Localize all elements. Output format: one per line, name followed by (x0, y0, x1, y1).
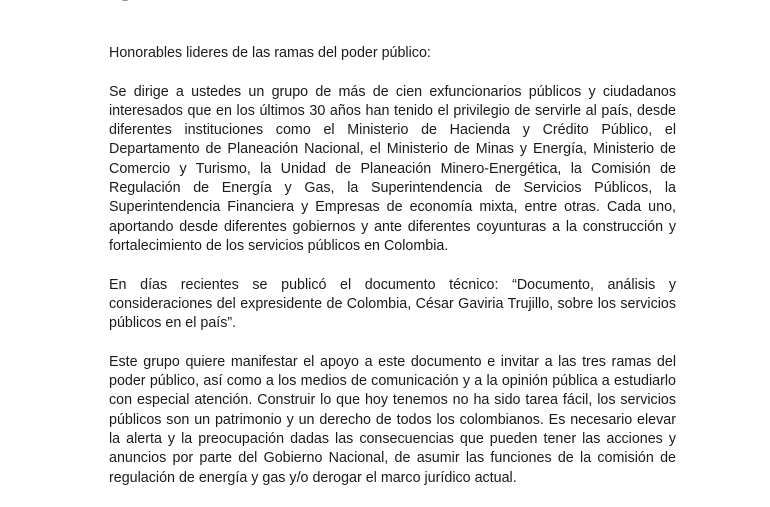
letter-body (109, 44, 676, 507)
paragraph-support: Este grupo quiere manifestar el apoyo a este documento e invitar a las tres ramas del poder público, así como a los medios de comunicación y a la opinión pública a estudiarlo con especial atención. Construir lo que hoy tenemos no ha sido tarea fácil, los servicios públicos son un patrimonio y un derecho de todos los colombianos. Es necesario elevar la alerta y la preocupación dadas las consecuencias que pueden tener las acciones y anuncios por parte del Gobierno Nacional, de asumir las funciones de la comisión de regulación de energía y gas y/o derogar el marco jurídico actual. (109, 353, 676, 486)
salutation: Honorables lideres de las ramas del poder público: (109, 45, 431, 61)
paragraph-technical-document: En días recientes se publicó el documento técnico: “Documento, análisis y consideraciones del expresidente de Colombia, César Gaviria Trujillo, sobre los servicios públicos en el país”. (109, 276, 676, 332)
paragraph-institutions: Se dirige a ustedes un grupo de más de cien exfuncionarios públicos y ciudadanos interesados que en los últimos 30 años han tenido el privilegio de servirle al país, desde diferentes instituciones como el Ministerio de Hacienda y Crédito Público, el Departamento de Planeación Nacional, el Ministerio de Minas y Energía, Ministerio de Comercio y Turismo, la Unidad de Planeación Minero-Energética, la Comisión de Regulación de Energía y Gas, la Superintendencia de Servicios Públicos, la Superintendencia Financiera y Empresas de economía mixta, entre otras. Cada uno, aportando desde diferentes gobiernos y ante diferentes coyunturas a la construcción y fortalecimiento de los servicios públicos en Colombia. (109, 83, 676, 254)
page-top-mark (122, 0, 128, 1)
